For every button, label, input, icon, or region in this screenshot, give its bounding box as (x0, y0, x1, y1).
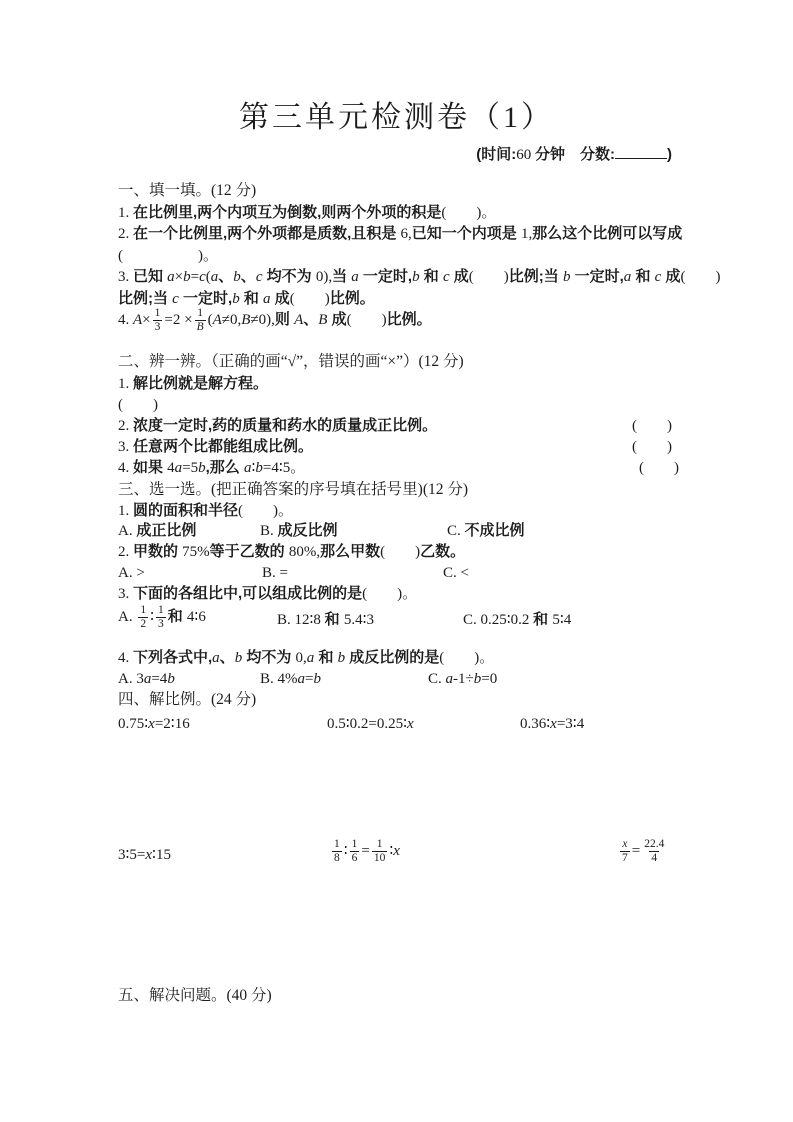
variable: b (233, 269, 241, 285)
math-run: ∶ (150, 609, 154, 626)
text-run: 成 (449, 268, 469, 285)
variable: b (562, 269, 571, 285)
variable: c (172, 291, 179, 307)
s4-equation-3 (520, 714, 584, 734)
variable: a (210, 269, 219, 285)
text-run: 和 (631, 268, 655, 285)
s4-equation-2 (327, 714, 414, 734)
math-run: ( )。 (441, 205, 497, 221)
variable: a (351, 269, 359, 285)
s2-q4-answer-paren: ( ) (639, 460, 679, 476)
math-run: 1. (118, 376, 133, 392)
variable: x (550, 716, 557, 732)
text-run: 和 (419, 268, 443, 285)
math-run: =4∶5。 (262, 460, 306, 476)
text-run: 成 (661, 268, 681, 285)
math-run: ( ) (680, 269, 721, 285)
math-run: 4. (118, 312, 133, 329)
variable: c (255, 269, 263, 285)
variable: a (167, 269, 175, 285)
time-score-label (476, 147, 615, 163)
math-run: × (174, 269, 184, 285)
variable: A (212, 312, 222, 329)
math-run: = (361, 843, 370, 860)
math-run: B. 4% (260, 671, 298, 687)
text-run: 成反比例 (277, 522, 338, 539)
math-run: 2. (118, 544, 133, 560)
s3-q1 (118, 501, 678, 521)
math-run: 4. (118, 650, 133, 666)
text-run: 成正比例 (136, 522, 197, 539)
math-run: 2. (118, 418, 133, 434)
text-run: 在比例里,两个内项互为倒数,则两个外项的积是 (133, 204, 442, 221)
s3-q2 (118, 542, 678, 562)
text-run: 均不为 (262, 268, 316, 285)
fraction: $\frac{1}{3}$ (154, 307, 161, 334)
math-run: ( )。 (439, 650, 495, 666)
s2-q4 (118, 458, 678, 478)
s2-q1-answer-paren (118, 395, 678, 415)
math-run: C. (447, 523, 465, 539)
math-run: ≠0), (250, 312, 275, 329)
text-run: 成 (270, 290, 290, 307)
text-run: 当 (332, 268, 352, 285)
s1-q3-line2 (118, 289, 678, 309)
s3-q4-option-b (260, 669, 321, 689)
text-run: (时间: (476, 146, 517, 163)
math-run: 0, (295, 650, 307, 666)
text-run: 下面的各组比中,可以组成比例的是 (133, 585, 363, 602)
s2-q1 (118, 374, 678, 394)
fraction: $\frac{1}{2}$ (140, 604, 147, 631)
variable: a (263, 291, 271, 307)
variable: b (167, 671, 175, 687)
math-run: B. (260, 523, 278, 539)
section5-heading: 五、解决问题。(40 分) (118, 987, 272, 1004)
math-run: 0.36∶ (520, 716, 551, 732)
variable: c (442, 269, 450, 285)
math-run: 2. (118, 226, 133, 242)
s3-q1-option-c (447, 521, 525, 541)
math-run: A. (118, 523, 137, 539)
exam-meta-line (476, 143, 672, 164)
math-run: C. < (443, 565, 469, 581)
text-run: ,那么 (205, 459, 244, 476)
text-run: 和 (533, 611, 553, 628)
math-run: B. = (262, 565, 288, 581)
s4-equation-5 (330, 838, 400, 865)
text-run: 和 (239, 290, 264, 307)
variable: b (234, 650, 243, 666)
math-run: 4. (118, 460, 133, 476)
variable: B (241, 312, 251, 329)
text-run: 和 (314, 649, 338, 666)
s3-q3-option-b (277, 610, 374, 630)
text-run: 下列各式中, (133, 649, 213, 666)
text-run: 均不为 (242, 649, 296, 666)
math-run: ( ) (380, 544, 421, 560)
s1-q2-line2 (118, 246, 678, 266)
text-run: 、 (219, 649, 235, 666)
variable: a (623, 269, 632, 285)
variable: a (297, 671, 305, 687)
math-run: ∶15 (152, 847, 171, 863)
variable: b (183, 269, 191, 285)
variable: B (318, 312, 328, 329)
math-run: 80%, (288, 544, 321, 560)
text-run: 、 (303, 311, 319, 329)
text-run: 和 (167, 608, 187, 626)
text-run: 分钟 分数: (535, 146, 615, 163)
text-run: 一定时, (570, 268, 624, 285)
text-run: 比例。 (386, 311, 432, 329)
math-run: -1÷ (453, 671, 474, 687)
math-run: =2 × (164, 312, 193, 329)
s3-q2-option-c (443, 563, 469, 583)
text-run: 则 (274, 311, 295, 329)
variable: a (174, 460, 183, 476)
math-run: × (142, 312, 151, 329)
s3-q4 (118, 648, 678, 668)
math-run: C. (428, 671, 446, 687)
math-run: ∶ (389, 843, 394, 860)
text-run: 圆的面积和半径 (133, 502, 239, 519)
text-run: 比例。 (329, 290, 375, 307)
variable: a (212, 650, 220, 666)
s3-q3-option-c (463, 610, 571, 630)
math-run: 3. (118, 586, 133, 602)
variable: a (143, 671, 152, 687)
math-run: ( ) (289, 291, 330, 307)
text-run: 一定时, (358, 268, 413, 285)
text-run: 那么甲数 (320, 543, 381, 560)
variable: a (306, 650, 315, 666)
variable: x (407, 716, 414, 732)
math-run: 4 (167, 460, 175, 476)
variable: a (445, 671, 454, 687)
math-run: ( ) (118, 397, 158, 413)
s2-q3-answer-paren: ( ) (632, 439, 672, 455)
math-run: = (190, 269, 200, 285)
section3-heading: 三、选一选。(把正确答案的序号填在括号里)(12 分) (118, 481, 469, 498)
variable: b (255, 460, 263, 476)
fraction: $\frac{1}{B}$ (196, 307, 204, 334)
math-run: 5∶4 (552, 612, 572, 628)
s3-q4-option-a (118, 669, 175, 689)
text-run: 和 (324, 611, 344, 628)
text-run: 成反比例的是 (345, 649, 440, 666)
s4-equation-4 (118, 845, 171, 865)
variable: x (393, 843, 400, 860)
math-run: 1. (118, 503, 133, 519)
text-run: 那么这个比例可以写成 (532, 225, 683, 242)
fraction: $\frac{1}{8}$ (334, 838, 340, 865)
s3-q3-option-a (118, 604, 206, 631)
math-run: ( )。 (238, 503, 294, 519)
s1-q1 (118, 203, 678, 223)
s1-q4 (118, 307, 678, 334)
math-run: ( (207, 312, 213, 329)
text-run: 在一个比例里,两个外项都是质数,且积是 (133, 225, 401, 242)
math-run: = (631, 843, 641, 860)
text-run: 已知 (133, 268, 168, 285)
variable: c (654, 269, 662, 285)
fraction: $\frac{22.4}{4}$ (644, 838, 665, 865)
text-run: 解比例就是解方程。 (133, 375, 269, 392)
math-run: ( )。 (118, 248, 218, 264)
s4-equation-6 (618, 838, 668, 865)
s3-q3 (118, 584, 678, 604)
s2-q4-text (118, 460, 305, 476)
text-run: 等于乙数的 (209, 543, 289, 560)
math-run: 1, (520, 226, 533, 242)
math-run: ( ) (346, 312, 387, 329)
math-run: 6, (400, 226, 412, 242)
s3-q1-option-b (260, 521, 338, 541)
s2-q3-text (118, 439, 313, 455)
math-run: 3. (118, 439, 133, 455)
math-run: A. (118, 609, 137, 626)
variable: b (473, 671, 482, 687)
text-run: 一定时, (178, 290, 233, 307)
variable: x (148, 716, 155, 732)
s1-q2-line1 (118, 224, 683, 244)
text-run: 浓度一定时,药的质量和药水的质量成正比例。 (133, 417, 438, 434)
variable: x (145, 847, 153, 863)
variable: b (313, 671, 321, 687)
text-run: 比例;当 (508, 268, 563, 285)
s3-q4-option-c (428, 669, 497, 689)
text-run: 、 (218, 268, 234, 285)
score-blank-line (615, 145, 667, 159)
text-run: 、 (240, 268, 256, 285)
math-run: 75% (182, 544, 210, 560)
variable: b (337, 650, 346, 666)
variable: b (198, 460, 206, 476)
math-run: =3∶4 (556, 716, 585, 732)
math-run: ∶ (343, 843, 348, 860)
math-run: 0), (315, 269, 333, 285)
s2-q2-text (118, 418, 437, 434)
math-run: ( ) (468, 269, 509, 285)
s2-q3 (118, 437, 678, 457)
variable: A (133, 312, 143, 329)
math-run: B. 12∶8 (277, 612, 325, 628)
variable: b (232, 291, 240, 307)
variable: A (294, 312, 304, 329)
variable: b (412, 269, 420, 285)
s3-q2-option-b (262, 563, 288, 583)
section1-heading: 一、填一填。(12 分) (118, 182, 257, 199)
math-run: =2∶16 (154, 716, 190, 732)
meta-close-paren: ) (667, 146, 672, 163)
math-run: =4 (151, 671, 168, 687)
section2-heading: 二、辨一辨。（正确的画“√”，错误的画“×”）(12 分) (118, 353, 464, 370)
s1-q3-line1 (118, 267, 721, 287)
math-run: 1. (118, 205, 133, 221)
text-run: 任意两个比都能组成比例。 (133, 438, 314, 455)
math-run: 4∶6 (186, 609, 206, 626)
text-run: 甲数的 (133, 543, 183, 560)
math-run: 0.75∶ (118, 716, 149, 732)
math-run: 0.5∶0.2=0.25∶ (327, 716, 408, 732)
math-run: ( (205, 269, 211, 285)
math-run: ∶ (251, 460, 256, 476)
fraction: $\frac{1}{3}$ (158, 604, 164, 631)
math-run: C. 0.25∶0.2 (463, 612, 534, 628)
page-title: 第三单元检测卷（1） (239, 101, 554, 134)
math-run: 5.4∶3 (343, 612, 374, 628)
text-run: 比例;当 (118, 290, 173, 307)
fraction: $\frac{x}{7}$ (622, 838, 628, 865)
math-run: =5 (182, 460, 199, 476)
math-run: =0 (481, 671, 498, 687)
math-run: A. 3 (118, 671, 144, 687)
math-run: ( )。 (362, 586, 418, 602)
s2-q2-answer-paren: ( ) (632, 418, 672, 434)
math-run: A. > (118, 565, 145, 581)
fraction: $\frac{1}{6}$ (351, 838, 358, 865)
text-run: 成 (327, 311, 347, 329)
math-run: ≠0, (221, 312, 242, 329)
fraction: $\frac{1}{10}$ (373, 838, 386, 865)
variable: c (199, 269, 206, 285)
variable: a (243, 460, 252, 476)
section4-heading: 四、解比例。(24 分) (118, 691, 257, 708)
s3-q2-option-a (118, 563, 145, 583)
text-run: 已知一个内项是 (411, 225, 521, 242)
s2-q2 (118, 416, 678, 436)
text-run: 不成比例 (464, 522, 525, 539)
text-run: 乙数。 (420, 543, 466, 560)
math-run: 3∶5= (118, 847, 146, 863)
math-run: 60 (516, 147, 535, 163)
s3-q1-option-a (118, 521, 196, 541)
math-run: = (305, 671, 314, 687)
math-run: 3. (118, 269, 133, 285)
s4-equation-1 (118, 714, 190, 734)
text-run: 如果 (133, 459, 168, 476)
